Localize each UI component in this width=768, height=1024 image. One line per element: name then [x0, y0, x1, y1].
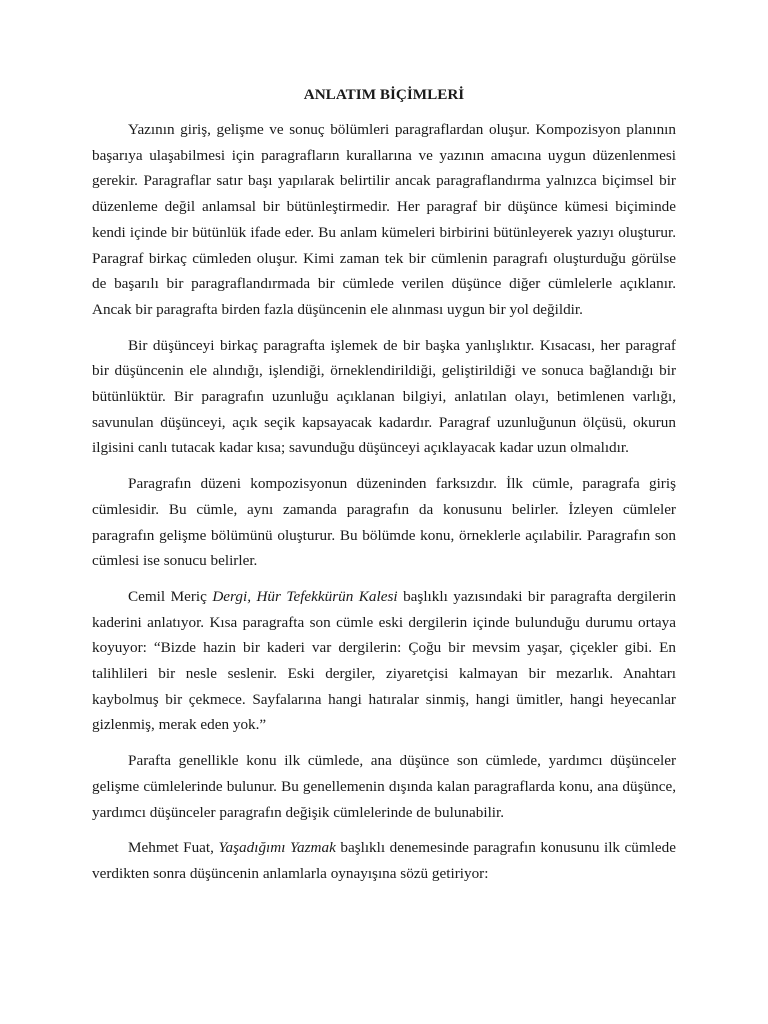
- paragraph-3: [92, 471, 676, 574]
- paragraph-text: Paragrafın düzeni kompozisyonun düzeninden farksızdır. İlk cümle, paragrafa giriş cümlesidir. Bu cümle, aynı zamanda paragrafın da konusunu belirler. İzleyen cümleler paragrafın gelişme bölümünü oluşturur. Bu bölümde konu, örneklerle açılabilir. Paragrafın son cümlesi ise sonucu belirler.: [92, 475, 676, 570]
- paragraph-text: Parafta genellikle konu ilk cümlede, ana düşünce son cümlede, yardımcı düşünceler gelişme cümlelerinde bulunur. Bu genellemenin dışında kalan paragraflarda konu, ana düşünce, yardımcı düşünceler paragrafın değişik cümlelerinde de bulunabilir.: [92, 752, 676, 821]
- paragraph-text: Bir düşünceyi birkaç paragrafta işlemek de bir başka yanlışlıktır. Kısacası, her paragraf bir düşüncenin ele alındığı, işlendiği, örneklendirildiği, geliştirildiği ve sonuca bağlandığı bir bütünlüktür. Bir paragrafın uzunluğu açıklanan bilgiyi, anlatılan olayı, betimlenen varlığı, savunulan düşünceyi, açık seçik kapsayacak kadardır. Paragraf uzunluğunun ölçüsü, okurun ilgisini canlı tutacak kadar kısa; savunduğu düşünceyi açıklayacak kadar uzun olmalıdır.: [92, 336, 676, 457]
- paragraph-1: [92, 117, 676, 323]
- paragraph-text: başlıklı denemesinde paragrafın konusunu ilk cümlede verdikten sonra düşüncenin anlamlarla oynayışına sözü getiriyor:: [92, 839, 676, 882]
- article-title-italic: Dergi, Hür Tefekkürün Kalesi: [212, 587, 398, 605]
- essay-title-italic: Yaşadığımı Yazmak: [218, 839, 336, 857]
- paragraph-6: [92, 835, 676, 886]
- paragraph-text: Mehmet Fuat,: [128, 839, 219, 857]
- paragraph-text: başlıklı yazısındaki bir paragrafta dergilerin kaderini anlatıyor. Kısa paragrafta son cümle eski dergilerin içinde bulunduğu durumu ortaya koyuyor: “Bizde hazin bir kaderi var dergilerin: Çoğu bir mevsim yaşar, çiçekler gibi. En talihlileri bir nesle seslenir. Eski dergiler, ziyaretçisi kalmayan bir mezarlık. Anahtarı kaybolmuş bir çekmece. Sayfalarına hangi hatıralar sinmiş, hangi ümitler, hangi heyecanlar gizlenmiş, merak eden yok.”: [92, 587, 676, 734]
- paragraph-text: Yazının giriş, gelişme ve sonuç bölümleri paragraflardan oluşur. Kompozisyon planının başarıya ulaşabilmesi için paragrafların kurallarına ve yazının amacına uygun düzenlenmesi gerekir. Paragraflar satır başı yapılarak belirtilir ancak paragraflandırma yalnızca biçimsel bir düzenleme değil anlamsal bir bütünleştirmedir. Her paragraf bir düşünce kümesi biçiminde kendi içinde bir bütünlük ifade eder. Bu anlam kümeleri birbirini bütünleyerek yazıyı oluşturur. Paragraf birkaç cümleden oluşur. Kimi zaman tek bir cümlenin paragrafı oluşturduğu görülse de başarılı bir paragraflandırmada bir cümlede verilen düşünce diğer cümlelerle açıklanır. Ancak bir paragrafta birden fazla düşüncenin ele alınması uygun bir yol değildir.: [92, 121, 676, 318]
- paragraph-2: [92, 333, 676, 462]
- paragraph-text: Cemil Meriç: [128, 587, 213, 605]
- paragraph-4: [92, 584, 676, 738]
- paragraph-5: [92, 748, 676, 825]
- document-title: ANLATIM BİÇİMLERİ: [303, 86, 465, 103]
